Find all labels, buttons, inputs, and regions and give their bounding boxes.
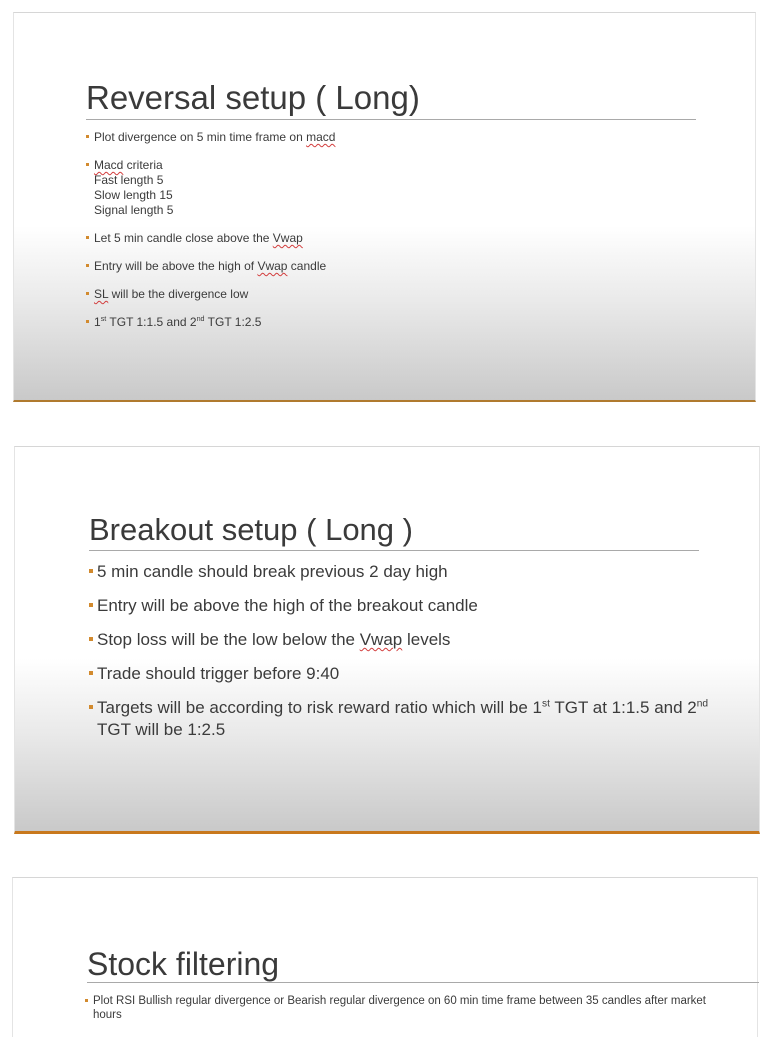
bullet-text: candle (287, 259, 327, 273)
bullet-text: 1 (94, 315, 101, 329)
bullet-item (86, 130, 706, 145)
misspelled-word: macd (306, 130, 336, 144)
slide-reversal-setup (13, 12, 756, 402)
misspelled-word: Vwap (359, 630, 403, 649)
bullet-item (89, 629, 709, 651)
bullet-item (89, 697, 709, 741)
title-divider (87, 982, 759, 983)
title-divider (89, 550, 699, 551)
bullet-text: Targets will be according to risk reward ratio which will be 1 (97, 698, 543, 717)
misspelled-word: Vwap (257, 259, 288, 273)
slide-title: Stock filtering (87, 946, 280, 982)
slide-stock-filtering (12, 877, 758, 1037)
misspelled-word: Macd (94, 158, 124, 172)
bullet-text: 5 min candle should break previous 2 day high (97, 562, 448, 581)
bullet-item (86, 287, 706, 302)
bullet-item (89, 595, 709, 617)
bullet-item (89, 561, 709, 583)
superscript: st (100, 314, 107, 323)
superscript: nd (696, 698, 709, 710)
bullet-text: Plot divergence on 5 min time frame on (94, 130, 307, 144)
bullet-text: TGT 1:2.5 (204, 315, 262, 329)
bullet-text: will be the divergence low (108, 287, 249, 301)
bullet-text: Let 5 min candle close above the (94, 231, 273, 245)
bullet-text: TGT 1:1.5 and 2 (106, 315, 197, 329)
bullet-text: TGT will be 1:2.5 (97, 720, 226, 739)
bullet-list (89, 561, 709, 753)
slide-breakout-setup (14, 446, 760, 834)
bullet-text: TGT at 1:1.5 and 2 (549, 698, 697, 717)
bullet-item (89, 663, 709, 685)
sub-line: Fast length 5 (94, 173, 164, 187)
slide-title: Breakout setup ( Long ) (89, 512, 413, 547)
bullet-list (85, 994, 735, 1022)
superscript: nd (196, 314, 205, 323)
bullet-text: Plot RSI Bullish regular divergence or Bearish regular divergence on 60 min time frame between 35 candles after market hours (93, 995, 707, 1021)
bullet-text: Trade should trigger before 9:40 (97, 664, 340, 683)
bullet-text: Stop loss will be the low below the (97, 630, 360, 649)
misspelled-word: Vwap (272, 231, 303, 245)
bullet-item (85, 994, 735, 1022)
bullet-text: Entry will be above the high of the breakout candle (97, 596, 478, 615)
misspelled-word: SL (94, 287, 109, 301)
bullet-item (86, 231, 706, 246)
bullet-item (86, 315, 706, 330)
title-divider (86, 119, 696, 120)
sub-line: Slow length 15 (94, 188, 173, 202)
bullet-item (86, 158, 706, 218)
bullet-text: criteria (123, 158, 163, 172)
superscript: st (542, 698, 550, 710)
bullet-text: Entry will be above the high of (94, 259, 258, 273)
sub-line: Signal length 5 (94, 203, 174, 217)
bullet-item (86, 259, 706, 274)
bullet-text: levels (402, 630, 451, 649)
bullet-list (86, 130, 706, 343)
slide-title: Reversal setup ( Long) (86, 79, 420, 116)
